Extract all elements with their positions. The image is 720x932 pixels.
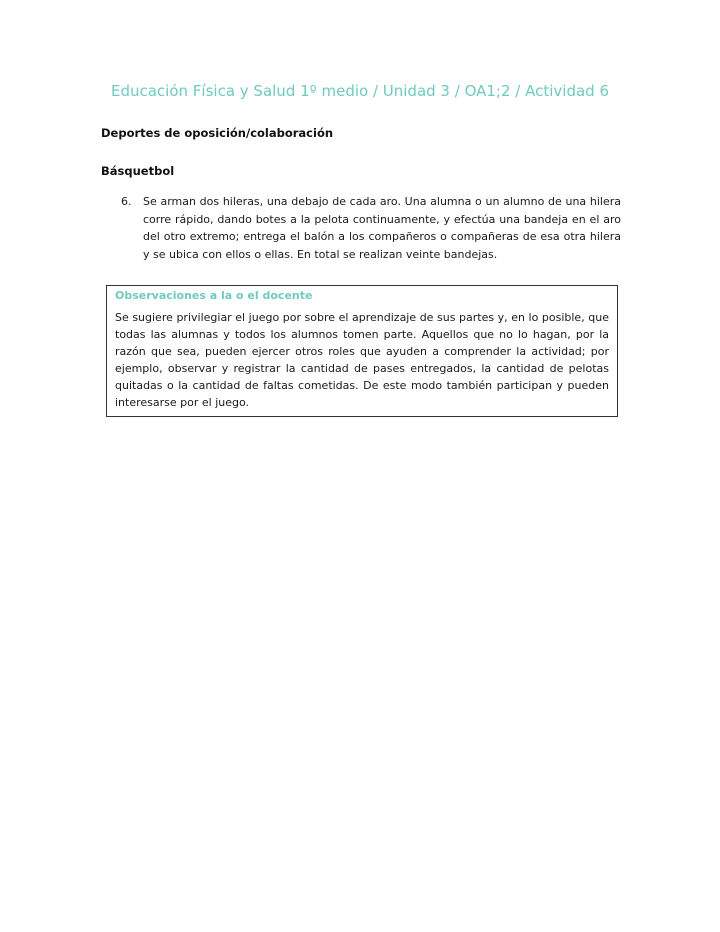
activity-text: Se arman dos hileras, una debajo de cada aro. Una alumna o un alumno de una hilera corre rápido, dando botes a la pelota continuamente, y efectúa una bandeja en el aro del otro extremo; entrega el balón a los compañeros o compañeras de esa otra hilera y se ubica con ellos o ellas. En total se realizan veinte bandejas. — [143, 195, 621, 261]
page-title: Educación Física y Salud 1º medio / Unidad 3 / OA1;2 / Actividad 6 — [110, 82, 609, 100]
section-heading: Deportes de oposición/colaboración — [101, 126, 334, 140]
observations-text: Se sugiere privilegiar el juego por sobre el aprendizaje de sus partes y, en lo posible, que todas las alumnas y todos los alumnos tomen parte. Aquellos que no lo hagan, por la razón que sea, pueden ejercer otros roles que ayuden a comprender la actividad; por ejemplo, observar y registrar la cantidad de pases entregados, la cantidad de pelotas quitadas o la cantidad de faltas cometidas. De este modo también participan y pueden interesarse por el juego. — [115, 311, 609, 409]
observations-title: Observaciones a la o el docente — [115, 289, 313, 302]
activity-number: 6. — [121, 195, 132, 208]
activity-item — [121, 193, 621, 263]
sport-subheading: Básquetbol — [101, 164, 175, 178]
teacher-observations-box — [106, 285, 618, 417]
